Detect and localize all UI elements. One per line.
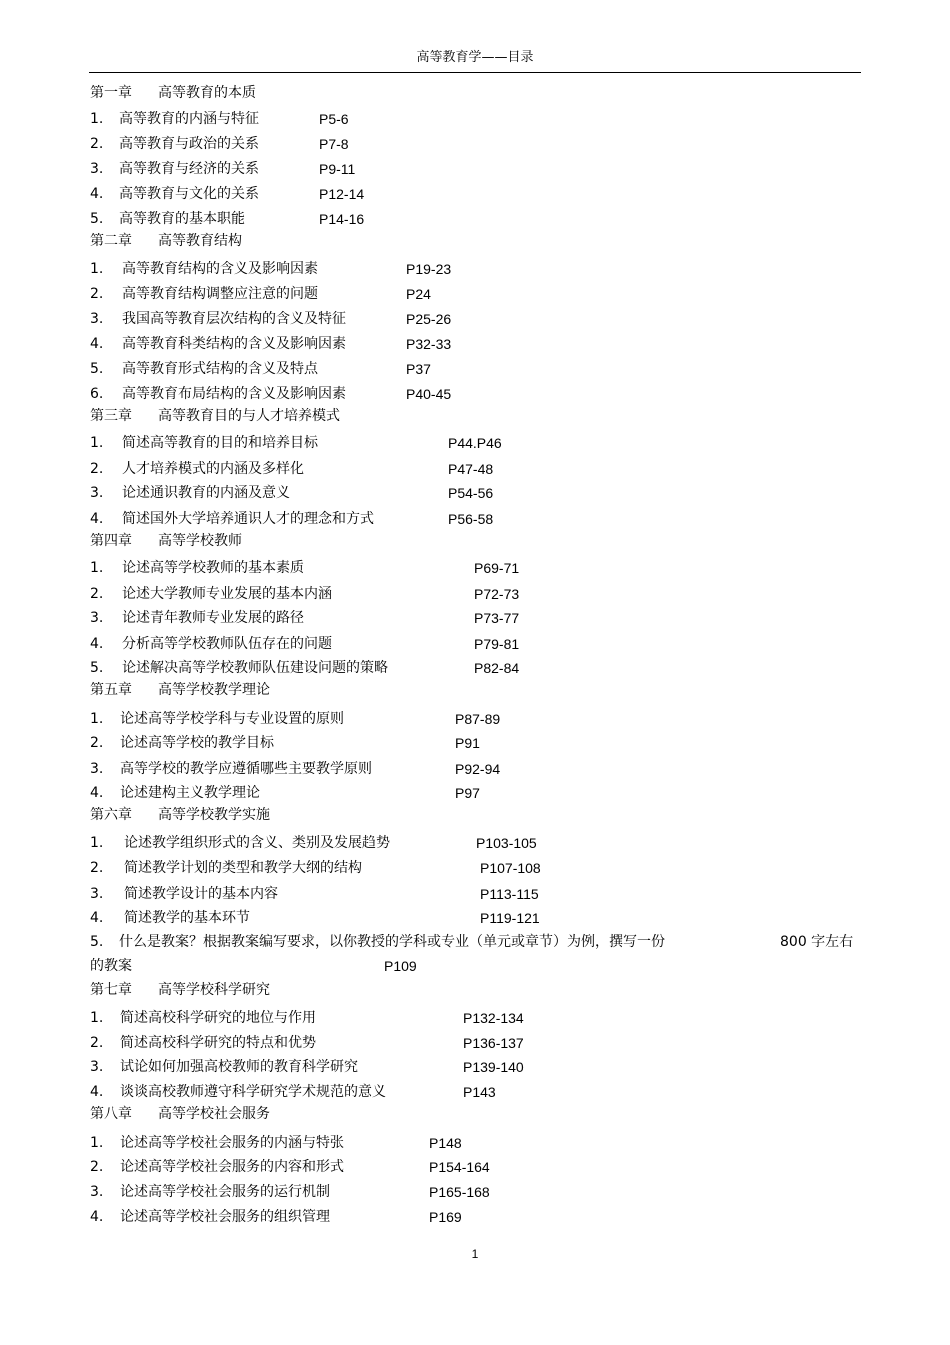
entry-pages: P5-6 xyxy=(319,111,349,127)
entry-pages: P82-84 xyxy=(474,660,520,676)
entry-number: 4. xyxy=(90,910,104,926)
entry-pages: P136-137 xyxy=(463,1035,524,1051)
entry-pages: P148 xyxy=(429,1135,462,1151)
chapter-number: 第五章 xyxy=(90,682,132,698)
entry-pages: P165-168 xyxy=(429,1184,490,1200)
entry-pages: P143 xyxy=(463,1084,496,1100)
entry-pages: P47-48 xyxy=(448,461,494,477)
entry-number: 1. xyxy=(90,835,104,851)
entry-number: 4. xyxy=(90,1209,104,1225)
entry-text: 论述高等学校社会服务的运行机制 xyxy=(120,1184,330,1200)
entry-number: 5. xyxy=(90,361,104,377)
entry-number: 3. xyxy=(90,1059,104,1075)
entry-pages: P14-16 xyxy=(319,211,365,227)
entry-pages: P113-115 xyxy=(480,886,539,902)
entry-pages: P32-33 xyxy=(406,336,452,352)
entry-number: 2. xyxy=(90,735,104,751)
entry-pages: P139-140 xyxy=(463,1059,524,1075)
entry-text-cont: 的教案 xyxy=(90,958,132,974)
entry-pages: P169 xyxy=(429,1209,462,1225)
chapter-number: 第六章 xyxy=(90,807,132,823)
entry-pages: P19-23 xyxy=(406,261,452,277)
entry-pages: P92-94 xyxy=(455,761,501,777)
entry-pages: P69-71 xyxy=(474,560,520,576)
entry-text: 论述高等学校社会服务的内涵与特张 xyxy=(120,1135,344,1151)
page-number: 1 xyxy=(471,1247,479,1261)
entry-text: 高等教育结构调整应注意的问题 xyxy=(122,286,318,302)
entry-text: 论述解决高等学校教师队伍建设问题的策略 xyxy=(122,660,388,676)
entry-number: 3. xyxy=(90,886,104,902)
entry-number: 5. xyxy=(90,211,104,227)
entry-text: 论述高等学校学科与专业设置的原则 xyxy=(120,711,344,727)
header-rule xyxy=(89,72,861,73)
chapter-title: 高等学校教学实施 xyxy=(158,807,270,823)
entry-number: 1. xyxy=(90,711,104,727)
entry-text: 论述教学组织形式的含义、类别及发展趋势 xyxy=(124,835,390,851)
entry-pages: P7-8 xyxy=(319,136,349,152)
entry-number: 2. xyxy=(90,286,104,302)
entry-pages: P87-89 xyxy=(455,711,501,727)
chapter-title: 高等学校教学理论 xyxy=(158,682,270,698)
entry-pages: P54-56 xyxy=(448,485,494,501)
page-header-title: 高等教育学——目录 xyxy=(416,50,534,65)
entry-pages: P25-26 xyxy=(406,311,452,327)
entry-number: 2. xyxy=(90,136,104,152)
entry-number: 4. xyxy=(90,336,104,352)
entry-text: 论述高等学校的教学目标 xyxy=(120,735,274,751)
entry-text: 高等教育与经济的关系 xyxy=(119,161,259,177)
entry-pages: P154-164 xyxy=(429,1159,490,1175)
entry-number: 2. xyxy=(90,860,104,876)
entry-text: 谈谈高校教师遵守科学研究学术规范的意义 xyxy=(120,1084,386,1100)
entry-text: 简述教学的基本环节 xyxy=(124,910,250,926)
entry-number: 1. xyxy=(90,111,104,127)
entry-pages: P56-58 xyxy=(448,511,494,527)
chapter-number: 第七章 xyxy=(90,982,132,998)
chapter-title: 高等教育目的与人才培养模式 xyxy=(158,408,340,424)
entry-pages: P72-73 xyxy=(474,586,520,602)
entry-text: 高等学校的教学应遵循哪些主要教学原则 xyxy=(120,761,372,777)
entry-pages: P73-77 xyxy=(474,610,520,626)
entry-text: 高等教育与文化的关系 xyxy=(119,186,259,202)
entry-text: 高等教育结构的含义及影响因素 xyxy=(122,261,318,277)
chapter-title: 高等学校科学研究 xyxy=(158,982,270,998)
entry-text: 高等教育布局结构的含义及影响因素 xyxy=(122,386,346,402)
chapter-title: 高等学校社会服务 xyxy=(158,1106,270,1122)
entry-number: 2. xyxy=(90,461,104,477)
entry-pages: P119-121 xyxy=(480,910,540,926)
entry-text: 论述高等学校社会服务的内容和形式 xyxy=(120,1159,344,1175)
entry-pages: P44.P46 xyxy=(448,435,502,451)
chapter-number: 第二章 xyxy=(90,233,132,249)
entry-pages: P79-81 xyxy=(474,636,520,652)
entry-pages: P107-108 xyxy=(480,860,541,876)
entry-text: 什么是教案？根据教案编写要求，以你教授的学科或专业（单元或章节）为例，撰写一份 xyxy=(119,934,665,950)
entry-text: 高等教育与政治的关系 xyxy=(119,136,259,152)
entry-number: 1. xyxy=(90,560,104,576)
entry-pages: P37 xyxy=(406,361,431,377)
entry-number: 4. xyxy=(90,511,104,527)
entry-text: 简述教学计划的类型和教学大纲的结构 xyxy=(124,860,362,876)
chapter-title: 高等教育的本质 xyxy=(158,85,256,101)
entry-pages: P97 xyxy=(455,785,480,801)
entry-pages: P40-45 xyxy=(406,386,452,402)
entry-text: 简述高校科学研究的地位与作用 xyxy=(120,1010,316,1026)
entry-pages: P12-14 xyxy=(319,186,365,202)
entry-text: 分析高等学校教师队伍存在的问题 xyxy=(122,636,332,652)
entry-text: 高等教育的基本职能 xyxy=(119,211,245,227)
entry-number: 5. xyxy=(90,660,104,676)
entry-number: 1. xyxy=(90,261,104,277)
entry-number: 2. xyxy=(90,1035,104,1051)
entry-text: 简述高等教育的目的和培养目标 xyxy=(122,435,318,451)
entry-text: 论述高等学校社会服务的组织管理 xyxy=(120,1209,330,1225)
entry-pages: P24 xyxy=(406,286,431,302)
entry-text: 论述通识教育的内涵及意义 xyxy=(122,485,290,501)
entry-text: 论述青年教师专业发展的路径 xyxy=(122,610,304,626)
entry-text: 人才培养模式的内涵及多样化 xyxy=(122,461,304,477)
chapter-title: 高等学校教师 xyxy=(158,533,242,549)
entry-text-tail: 800 字左右 xyxy=(780,934,854,950)
entry-number: 1. xyxy=(90,1135,104,1151)
entry-number: 5. xyxy=(90,934,104,950)
entry-number: 1. xyxy=(90,435,104,451)
entry-text: 论述建构主义教学理论 xyxy=(120,785,260,801)
entry-pages: P9-11 xyxy=(319,161,356,177)
entry-text: 高等教育形式结构的含义及特点 xyxy=(122,361,318,377)
entry-number: 4. xyxy=(90,785,104,801)
entry-text: 我国高等教育层次结构的含义及特征 xyxy=(122,311,346,327)
chapter-number: 第八章 xyxy=(90,1106,132,1122)
chapter-title: 高等教育结构 xyxy=(158,233,242,249)
chapter-number: 第一章 xyxy=(90,85,132,101)
entry-number: 3. xyxy=(90,161,104,177)
entry-pages: P132-134 xyxy=(463,1010,524,1026)
entry-number: 4. xyxy=(90,1084,104,1100)
entry-text: 高等教育的内涵与特征 xyxy=(119,111,259,127)
entry-number: 4. xyxy=(90,636,104,652)
entry-number: 3. xyxy=(90,485,104,501)
entry-text: 论述高等学校教师的基本素质 xyxy=(122,560,304,576)
entry-text: 试论如何加强高校教师的教育科学研究 xyxy=(120,1059,358,1075)
entry-pages: P91 xyxy=(455,735,480,751)
entry-text: 论述大学教师专业发展的基本内涵 xyxy=(122,586,332,602)
entry-number: 3. xyxy=(90,610,104,626)
entry-number: 2. xyxy=(90,586,104,602)
entry-number: 1. xyxy=(90,1010,104,1026)
chapter-number: 第三章 xyxy=(90,408,132,424)
entry-text: 高等教育科类结构的含义及影响因素 xyxy=(122,336,346,352)
entry-number: 6. xyxy=(90,386,104,402)
entry-number: 4. xyxy=(90,186,104,202)
entry-text: 简述高校科学研究的特点和优势 xyxy=(120,1035,316,1051)
entry-number: 2. xyxy=(90,1159,104,1175)
entry-number: 3. xyxy=(90,761,104,777)
entry-text: 简述教学设计的基本内容 xyxy=(124,886,278,902)
entry-number: 3. xyxy=(90,311,104,327)
entry-text: 简述国外大学培养通识人才的理念和方式 xyxy=(122,511,374,527)
chapter-number: 第四章 xyxy=(90,533,132,549)
entry-number: 3. xyxy=(90,1184,104,1200)
entry-pages: P103-105 xyxy=(476,835,537,851)
entry-pages: P109 xyxy=(384,958,417,974)
